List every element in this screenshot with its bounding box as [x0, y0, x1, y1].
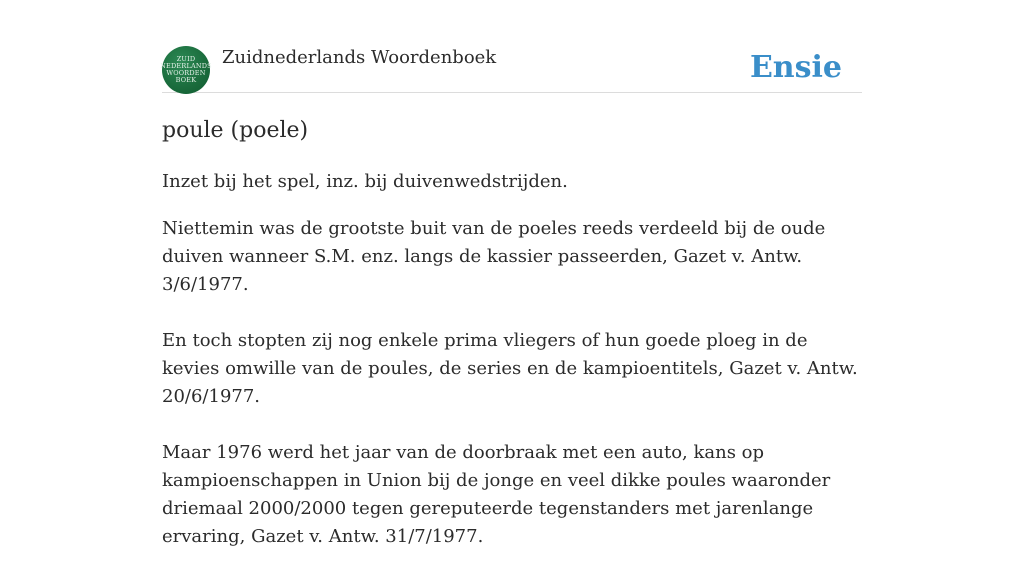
page	[160, 0, 862, 547]
site-logo[interactable]	[162, 46, 210, 94]
example-quote: En toch stopten zij nog enkele prima vliegers of hun goede ploeg in de kevies omwille van de poules, de series en de kampioentitels, Gazet v. Antw. 20/6/1977.	[162, 330, 858, 407]
example-quote: Niettemin was de grootste buit van de poeles reeds verdeeld bij de oude duiven wanneer S.M. enz. langs de kassier passeerden, Gazet v. Antw. 3/6/1977.	[162, 218, 826, 295]
entry-title: poule (poele)	[162, 118, 309, 143]
logo-text-line: WOORDEN	[166, 69, 206, 77]
logo-text-line: BOEK	[175, 76, 197, 84]
example-list	[162, 215, 862, 579]
example-quote: Maar 1976 werd het jaar van de doorbraak met een auto, kans op kampioenschappen in Union bij de jonge en veel dikke poules waaronder driemaal 2000/2000 tegen gereputeerde tegenstanders met jarenlange ervaring, Gazet v. Antw. 31/7/1977.	[162, 442, 831, 547]
header	[162, 0, 862, 93]
logo-text-line: ZUID	[176, 55, 196, 63]
entry-definition: Inzet bij het spel, inz. bij duivenwedstrijden.	[162, 171, 568, 192]
brand-logo-link[interactable]: Ensie	[749, 50, 842, 85]
site-name-link[interactable]: Zuidnederlands Woordenboek	[222, 47, 497, 68]
logo-text-line: NEDERLANDS	[160, 62, 212, 70]
